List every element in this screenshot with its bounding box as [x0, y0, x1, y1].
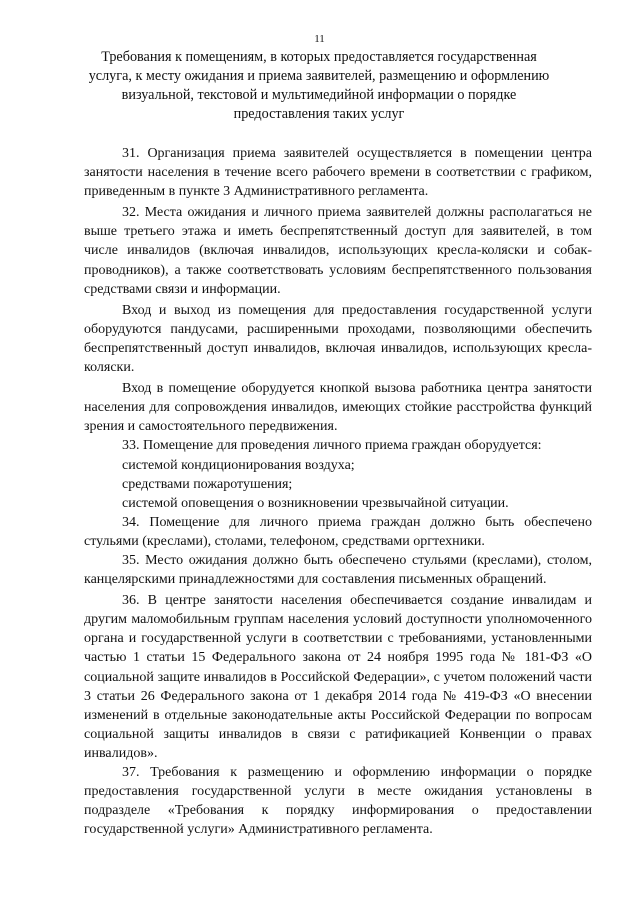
- paragraph-31: 31. Организация приема заявителей осуществляется в помещении центра занятости населения в течение всего рабочего времени в соответствии с графиком, приведенным в пункте 3 Административного регламента.: [84, 146, 592, 200]
- paragraph-34: 34. Помещение для личного приема граждан должно быть обеспечено стульями (креслами), столами, телефоном, средствами оргтехники.: [84, 514, 592, 549]
- paragraph-36: 36. В центре занятости населения обеспечивается создание инвалидам и другим маломобильным группам населения условий доступности уполномоченного органа и государственной услуги в соответствии с требованиями, установленными частью 1 статьи 15 Федерального закона от 24 ноября 1995 года № 181-ФЗ «О социальной защите инвалидов в Российской Федерации», с учетом положений части 3 статьи 26 Федерального закона от 1 декабря 2014 года № 419-ФЗ «О внесении изменений в отдельные законодательные акты Российской Федерации по вопросам социальной защиты инвалидов в связи с ратификацией Конвенции о правах инвалидов».: [84, 593, 592, 761]
- paragraph-35: 35. Место ожидания должно быть обеспечено стульями (креслами), столом, канцелярскими принадлежностями для составления письменных обращений.: [84, 552, 592, 588]
- document-body: [84, 144, 592, 839]
- paragraph-32: 32. Места ожидания и личного приема заявителей должны располагаться не выше третьего этажа и иметь беспрепятственный доступ для заявителей, в том числе инвалидов (включая инвалидов, использующих кресла-коляски и собак-проводников), а также соответствовать условиям беспрепятственного пользования средствами связи и информации.: [84, 205, 592, 297]
- list-item-emergency-alert: системой оповещения о возникновении чрезвычайной ситуации.: [122, 495, 509, 511]
- paragraph-37: 37. Требования к размещению и оформлению информации о порядке предоставления государственной услуги в месте ожидания установлены в подразделе «Требования к порядку информирования о предоставлении государственной услуги» Административного регламента.: [84, 765, 592, 838]
- page-number: 11: [314, 33, 325, 45]
- paragraph-call-button: Вход в помещение оборудуется кнопкой вызова работника центра занятости населения для сопровождения инвалидов, имеющих стойкие расстройства функций зрения и самостоятельного передвижения.: [84, 381, 592, 435]
- list-item-air-conditioning: системой кондиционирования воздуха;: [122, 457, 355, 473]
- paragraph-33: 33. Помещение для проведения личного приема граждан оборудуется:: [122, 438, 542, 454]
- section-heading: Требования к помещениям, в которых предоставляется государственная услуга, к месту ожидания и приема заявителей, размещению и оформлению визуальной, текстовой и мультимедийной информации о порядке предоставления таких услуг: [88, 49, 550, 122]
- list-item-fire-extinguishing: средствами пожаротушения;: [122, 476, 293, 492]
- paragraph-entrance-exit: Вход и выход из помещения для предоставления государственной услуги оборудуются пандусами, расширенными проходами, позволяющими обеспечить беспрепятственный доступ инвалидов, включая инвалидов, использующих кресла-коляски.: [84, 302, 592, 376]
